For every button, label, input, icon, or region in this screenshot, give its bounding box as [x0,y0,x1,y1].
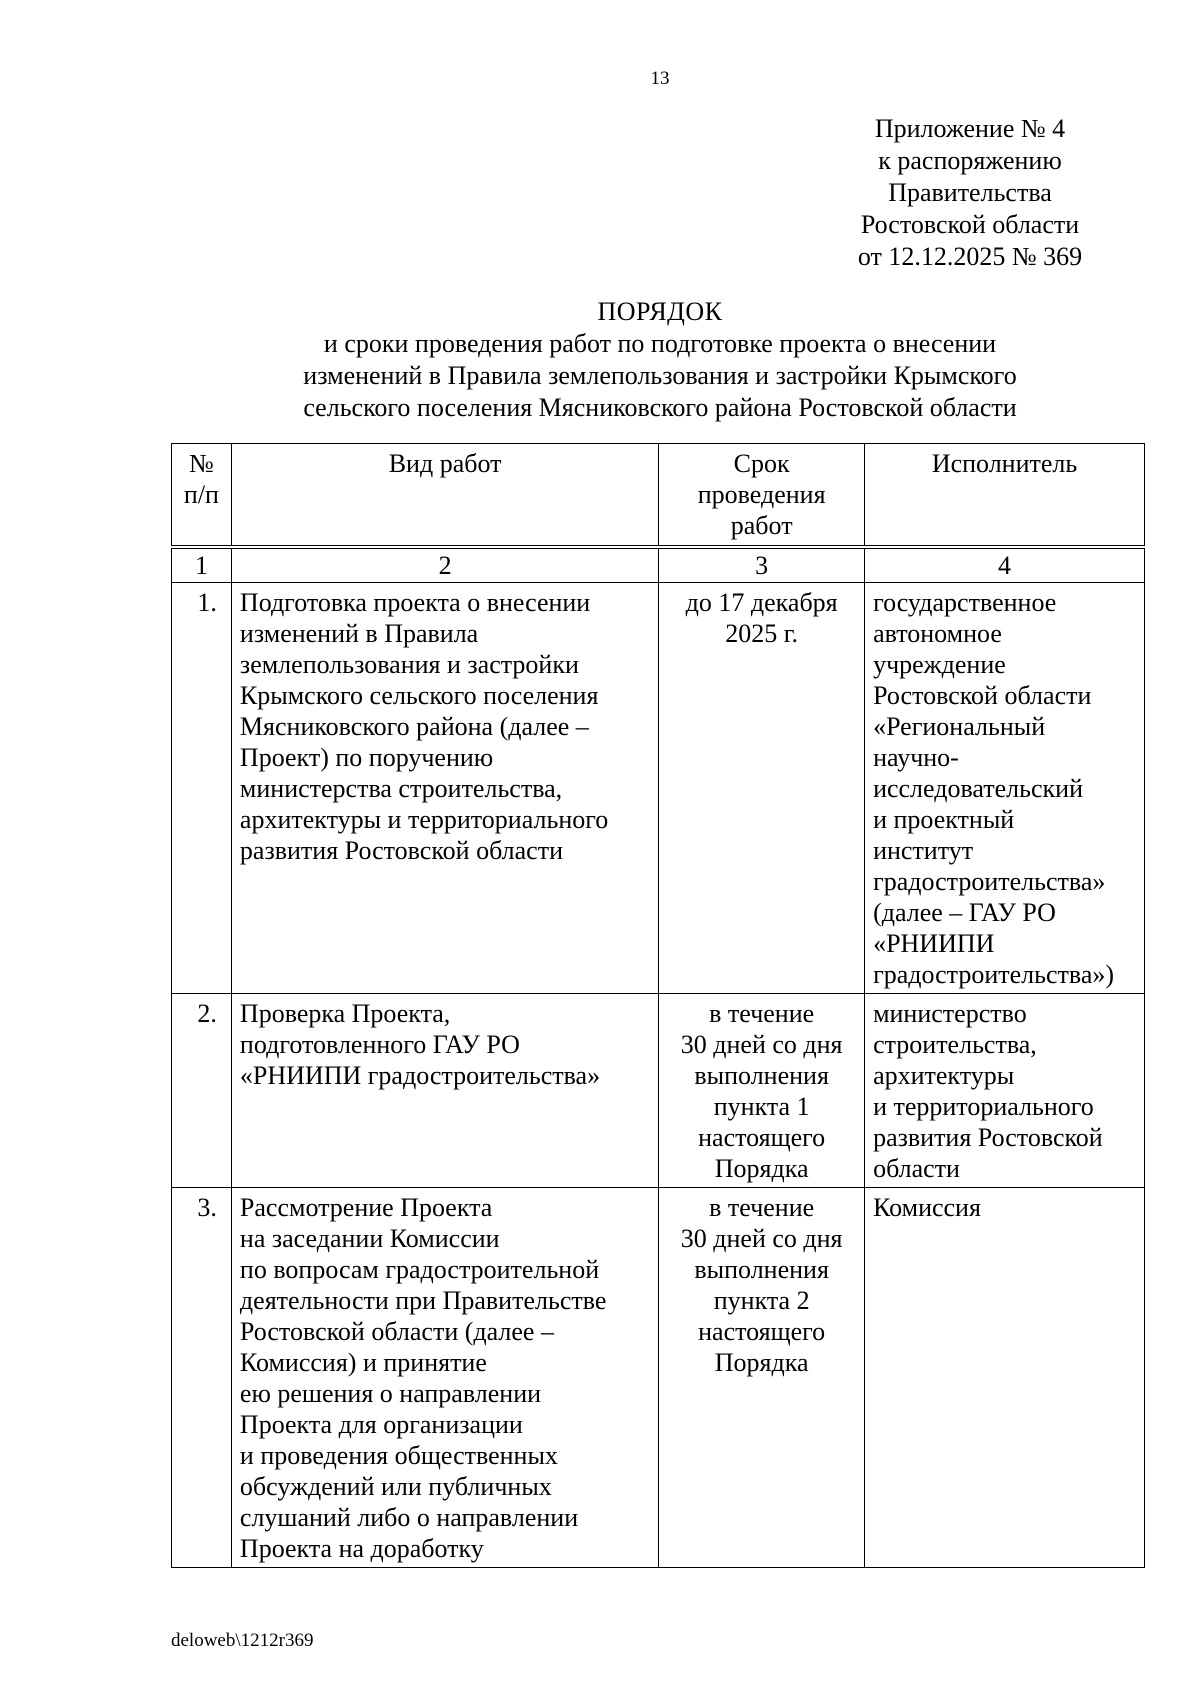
row-executor: министерство строительства, архитектуры и территориального развития Ростовской области [865,994,1145,1188]
header-work-type: Вид работ [231,444,658,548]
column-numbers-row [172,547,1145,583]
row-term: в течение 30 дней со дня выполнения пункта 2 настоящего Порядка [659,1188,865,1568]
column-number: 4 [865,547,1145,583]
page-number: 13 [650,68,670,89]
row-term: до 17 декабря 2025 г. [659,583,865,994]
row-number: 2. [172,994,232,1188]
row-executor: Комиссия [865,1188,1145,1568]
appendix-line: от 12.12.2025 № 369 [857,242,1083,271]
column-number: 3 [659,547,865,583]
table-row [172,994,1145,1188]
document-title-block [180,296,1140,424]
document-subtitle-line: изменений в Правила землепользования и застройки Крымского [303,361,1017,390]
table-row [172,583,1145,994]
appendix-line: Ростовской области [860,210,1080,239]
document-footer-code: deloweb\1212r369 [171,1630,314,1651]
row-work-type: Проверка Проекта, подготовленного ГАУ РО «РНИИПИ градостроительства» [231,994,658,1188]
document-title: ПОРЯДОК [597,297,723,326]
row-number: 1. [172,583,232,994]
header-executor: Исполнитель [865,444,1145,548]
table-row [172,1188,1145,1568]
table-header-row [172,444,1145,548]
appendix-line: Правительства [888,178,1052,207]
appendix-header [820,113,1120,273]
header-num: № п/п [172,444,232,548]
header-term: Срок проведения работ [659,444,865,548]
appendix-line: Приложение № 4 [874,114,1066,143]
works-table [171,443,1145,1568]
column-number: 1 [172,547,232,583]
row-term: в течение 30 дней со дня выполнения пункта 1 настоящего Порядка [659,994,865,1188]
document-subtitle-line: сельского поселения Мясниковского района Ростовской области [303,393,1017,422]
row-executor: государственное автономное учреждение Ростовской области «Региональный научно- исследовательский и проектный институт градостроительства» (далее – ГАУ РО «РНИИПИ градостроительства») [865,583,1145,994]
row-number: 3. [172,1188,232,1568]
row-work-type: Рассмотрение Проекта на заседании Комиссии по вопросам градостроительной деятельности при Правительстве Ростовской области (далее – Комиссия) и принятие ею решения о направлении Проекта для организации и проведения общественных обсуждений или публичных слушаний либо о направлении Проекта на доработку [231,1188,658,1568]
column-number: 2 [231,547,658,583]
row-work-type: Подготовка проекта о внесении изменений в Правила землепользования и застройки Крымского сельского поселения Мясниковского района (далее – Проект) по поручению министерства строительства, архитектуры и территориального развития Ростовской области [231,583,658,994]
document-subtitle-line: и сроки проведения работ по подготовке проекта о внесении [323,329,997,358]
appendix-line: к распоряжению [878,146,1062,175]
